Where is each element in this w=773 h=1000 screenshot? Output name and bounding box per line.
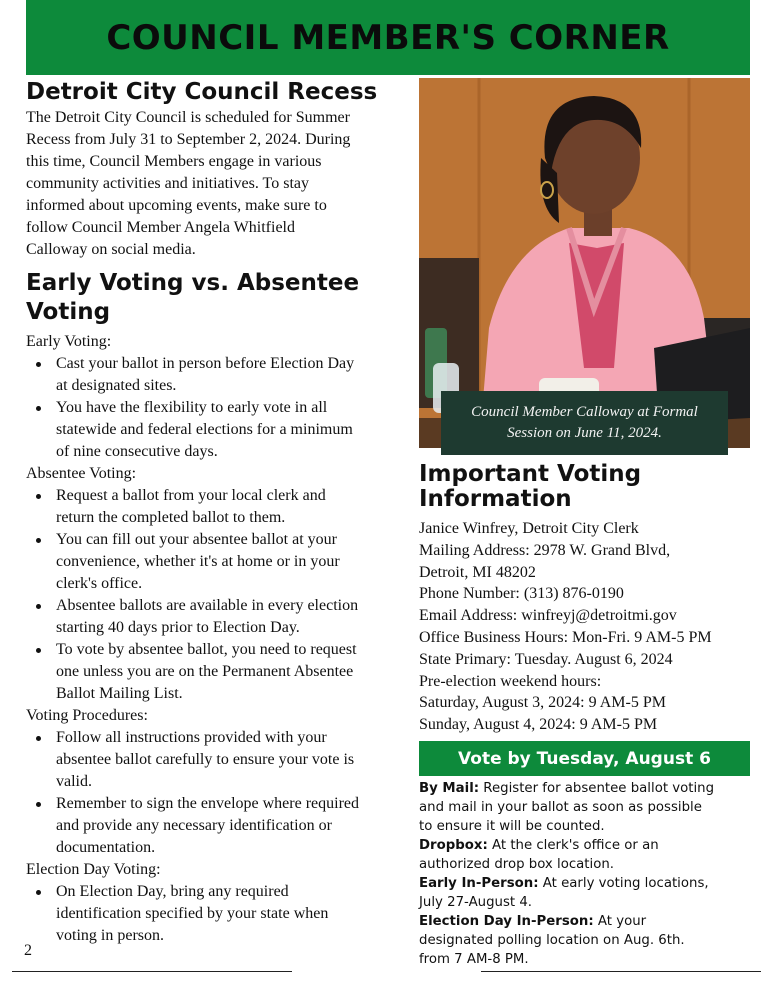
list-item-line: starting 40 days prior to Election Day. [56,619,300,636]
voting-procedures-list [26,727,392,859]
recess-line: follow Council Member Angela Whitfield [26,219,295,236]
info-line: Email Address: winfreyj@detroitmi.gov [419,607,677,625]
voting-info-heading [419,462,750,512]
list-item [56,639,392,705]
early-voting-label: Early Voting: [26,333,112,350]
method-text: At early voting locations, [538,876,709,891]
info-line: State Primary: Tuesday. August 6, 2024 [419,650,673,668]
list-item [56,397,392,463]
list-item-line: convenience, whether it's at home or in your [56,553,340,570]
list-item-line: You have the flexibility to early vote in all [56,399,328,416]
footer-divider-right [481,971,761,972]
method-line [419,874,757,893]
method-line [419,779,757,798]
info-line: Detroit, MI 48202 [419,563,536,581]
list-item-line: return the completed ballot to them. [56,509,286,526]
method-label: By Mail: [419,781,480,796]
method-line [419,836,757,855]
info-line: Sunday, August 4, 2024: 9 AM-5 PM [419,716,658,734]
left-column [26,78,392,947]
list-item-line: Cast your ballot in person before Election Day [56,355,355,372]
list-item [56,727,392,793]
voting-methods [419,779,757,969]
absentee-voting-label: Absentee Voting: [26,465,137,482]
list-item [56,353,392,397]
page-title: COUNCIL MEMBER'S CORNER [106,17,670,58]
list-item-line: You can fill out your absentee ballot at your [56,531,337,548]
recess-line: Recess from July 31 to September 2, 2024. During [26,131,351,148]
method-text: At your [593,914,647,929]
list-item-line: On Election Day, bring any required [56,883,289,900]
list-item-line: Follow all instructions provided with your [56,729,327,746]
list-item-line: Absentee ballots are available in every election [56,597,359,614]
list-item-line: absentee ballot carefully to ensure your vote is [56,751,355,768]
method-label: Election Day In-Person: [419,914,594,929]
method-label: Early In-Person: [419,876,539,891]
right-column [419,462,750,736]
method-line: from 7 AM-8 PM. [419,952,529,967]
recess-line: The Detroit City Council is scheduled for Summer [26,109,350,126]
caption-line: Session on June 11, 2024. [507,425,662,441]
list-item-line: and provide any necessary identification or [56,817,332,834]
voting-info-details [419,518,750,736]
recess-paragraph [26,107,392,261]
caption-line: Council Member Calloway at Formal [471,404,698,420]
vote-by-label: Vote by Tuesday, August 6 [458,748,711,769]
list-item [56,485,392,529]
recess-line: this time, Council Members engage in various [26,153,322,170]
voting-heading-line: Early Voting vs. Absentee [26,270,360,296]
info-line: Saturday, August 3, 2024: 9 AM-5 PM [419,694,666,712]
method-line: and mail in your ballot as soon as possible [419,800,702,815]
header-banner [26,0,750,75]
list-item-line: documentation. [56,839,156,856]
list-item-line: clerk's office. [56,575,143,592]
voting-heading [26,269,392,327]
list-item-line: identification specified by your state when [56,905,329,922]
election-day-label: Election Day Voting: [26,861,161,878]
info-line: Mailing Address: 2978 W. Grand Blvd, [419,541,671,559]
recess-line: Calloway on social media. [26,241,196,258]
list-item-line: of nine consecutive days. [56,443,218,460]
method-line [419,912,757,931]
info-line: Phone Number: (313) 876-0190 [419,585,624,603]
list-item [56,529,392,595]
list-item-line: at designated sites. [56,377,177,394]
list-item [56,595,392,639]
voting-procedures-label: Voting Procedures: [26,707,148,724]
voting-heading-line: Voting [26,299,111,325]
method-text: At the clerk's office or an [487,838,659,853]
recess-line: community activities and initiatives. To stay [26,175,309,192]
list-item [56,793,392,859]
method-line: designated polling location on Aug. 6th. [419,933,685,948]
list-item-line: To vote by absentee ballot, you need to request [56,641,357,658]
list-item-line: Ballot Mailing List. [56,685,183,702]
info-line: Office Business Hours: Mon-Fri. 9 AM-5 PM [419,628,712,646]
list-item-line: one unless you are on the Permanent Absentee [56,663,354,680]
election-day-list [26,881,392,947]
photo-caption [441,391,728,455]
recess-heading: Detroit City Council Recess [26,79,378,105]
voting-info-heading-line: Important Voting [419,461,642,487]
vote-by-banner [419,741,750,776]
method-line: to ensure it will be counted. [419,819,605,834]
early-voting-list [26,353,392,463]
recess-line: informed about upcoming events, make sure to [26,197,327,214]
footer-divider-left [12,971,292,972]
method-line: authorized drop box location. [419,857,615,872]
list-item-line: Request a ballot from your local clerk and [56,487,326,504]
voting-info-heading-line: Information [419,486,572,512]
method-text: Register for absentee ballot voting [479,781,715,796]
info-line: Janice Winfrey, Detroit City Clerk [419,520,639,537]
list-item-line: valid. [56,773,92,790]
absentee-voting-list [26,485,392,705]
list-item [56,881,392,947]
method-label: Dropbox: [419,838,488,853]
list-item-line: statewide and federal elections for a minimum [56,421,353,438]
method-line: July 27-August 4. [419,895,533,910]
page-number: 2 [24,942,32,959]
list-item-line: voting in person. [56,927,164,944]
info-line: Pre-election weekend hours: [419,672,602,690]
list-item-line: Remember to sign the envelope where required [56,795,359,812]
